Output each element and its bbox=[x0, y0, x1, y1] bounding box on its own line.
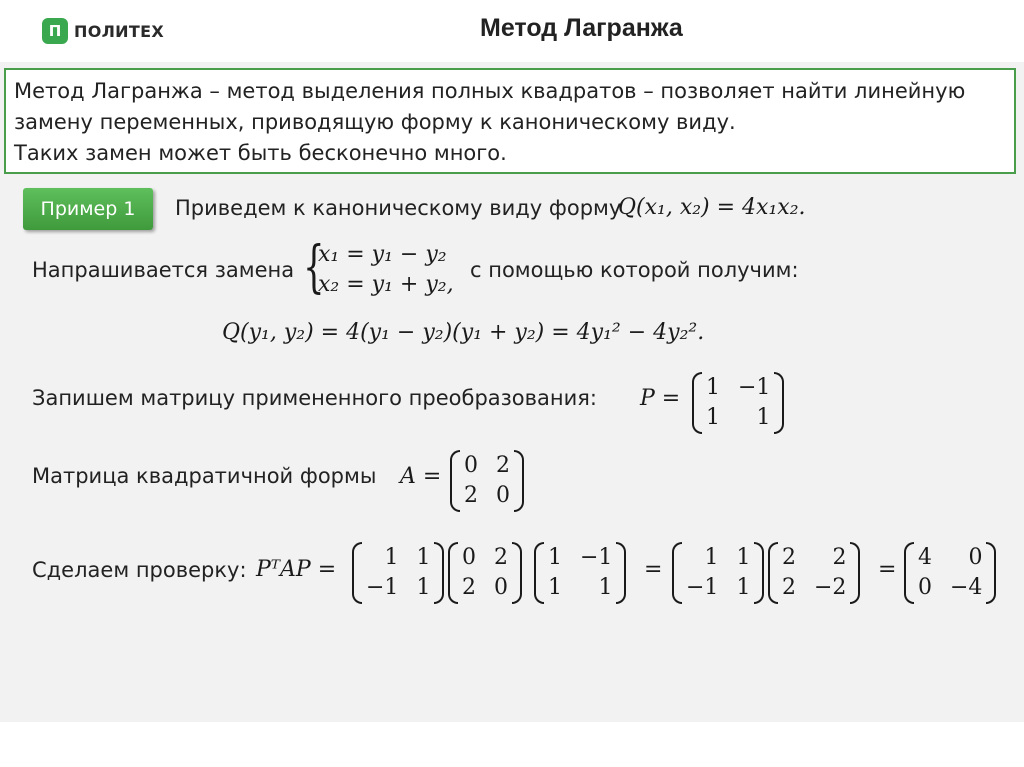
matrix-cell: 1 bbox=[548, 545, 562, 570]
matrix-pt-2 bbox=[672, 542, 764, 604]
matrix-cell: 1 bbox=[548, 575, 562, 600]
matrix-cell: 1 bbox=[756, 405, 771, 430]
matrix-cell: 1 bbox=[706, 375, 720, 400]
matrix-cell: 1 bbox=[736, 575, 751, 600]
definition-line-3: Таких замен может быть бесконечно много. bbox=[14, 141, 507, 165]
matrix-cell: −1 bbox=[686, 575, 719, 600]
matrix-cell: 2 bbox=[496, 453, 510, 478]
matrix-cell: 2 bbox=[494, 545, 508, 570]
logo-icon: П bbox=[42, 18, 68, 44]
substitution-text: Напрашивается замена bbox=[32, 258, 295, 282]
matrix-cell: 2 bbox=[464, 483, 478, 508]
matrix-p-check bbox=[534, 542, 626, 604]
a-matrix-text: Матрица квадратичной формы bbox=[32, 464, 377, 488]
matrix-cell: −1 bbox=[738, 375, 771, 400]
p-label: P = bbox=[640, 386, 681, 411]
matrix-cell: 1 bbox=[598, 575, 613, 600]
substitution-line-1: x₁ = y₁ − y₂ bbox=[318, 242, 447, 267]
logo-text: ПОЛИТЕХ bbox=[74, 21, 164, 41]
matrix-cell: 2 bbox=[832, 545, 847, 570]
matrix-cell: 0 bbox=[496, 483, 510, 508]
transform-text: Запишем матрицу примененного преобразования: bbox=[32, 386, 597, 410]
equals-sign-1: = bbox=[644, 557, 663, 582]
matrix-cell: −1 bbox=[366, 575, 399, 600]
matrix-cell: 2 bbox=[782, 575, 796, 600]
equals-sign-2: = bbox=[878, 557, 897, 582]
matrix-diagonal bbox=[904, 542, 996, 604]
form-formula: Q(x₁, x₂) = 4x₁x₂. bbox=[618, 195, 806, 220]
intro-text: Приведем к каноническому виду форму bbox=[175, 196, 622, 220]
matrix-cell: 1 bbox=[706, 405, 720, 430]
matrix-cell: −4 bbox=[950, 575, 983, 600]
check-lhs: PᵀAP = bbox=[256, 557, 337, 582]
matrix-cell: 2 bbox=[782, 545, 796, 570]
a-label: A = bbox=[400, 464, 442, 489]
matrix-cell: −1 bbox=[580, 545, 613, 570]
matrix-cell: 1 bbox=[416, 545, 431, 570]
result-formula: Q(y₁, y₂) = 4(y₁ − y₂)(y₁ + y₂) = 4y₁² − 4y₂². bbox=[222, 320, 705, 345]
matrix-cell: 1 bbox=[704, 545, 719, 570]
definition-box bbox=[4, 68, 1016, 174]
matrix-pt bbox=[352, 542, 444, 604]
footer-band bbox=[0, 722, 1024, 767]
header bbox=[0, 0, 1024, 62]
matrix-cell: 2 bbox=[462, 575, 476, 600]
matrix-a-check bbox=[448, 542, 522, 604]
brace-icon: { bbox=[303, 235, 325, 300]
substitution-tail: с помощью которой получим: bbox=[470, 258, 799, 282]
substitution-line-2: x₂ = y₁ + y₂, bbox=[318, 272, 454, 297]
matrix-p bbox=[692, 372, 784, 434]
matrix-cell: 0 bbox=[464, 453, 478, 478]
matrix-cell: 0 bbox=[918, 575, 932, 600]
matrix-cell: −2 bbox=[814, 575, 847, 600]
definition-line-1: Метод Лагранжа – метод выделения полных квадратов – позволяет найти линейную bbox=[14, 79, 966, 103]
matrix-cell: 0 bbox=[494, 575, 508, 600]
page-title: Метод Лагранжа bbox=[480, 14, 683, 42]
definition-line-2: замену переменных, приводящую форму к каноническому виду. bbox=[14, 110, 736, 134]
matrix-cell: 1 bbox=[384, 545, 399, 570]
matrix-ap bbox=[768, 542, 860, 604]
matrix-cell: 0 bbox=[462, 545, 476, 570]
matrix-a bbox=[450, 450, 524, 512]
example-badge: Пример 1 bbox=[23, 188, 153, 230]
matrix-cell: 4 bbox=[918, 545, 932, 570]
logo[interactable] bbox=[42, 16, 164, 46]
matrix-cell: 1 bbox=[736, 545, 751, 570]
matrix-cell: 0 bbox=[968, 545, 983, 570]
matrix-cell: 1 bbox=[416, 575, 431, 600]
check-text: Сделаем проверку: bbox=[32, 558, 247, 582]
